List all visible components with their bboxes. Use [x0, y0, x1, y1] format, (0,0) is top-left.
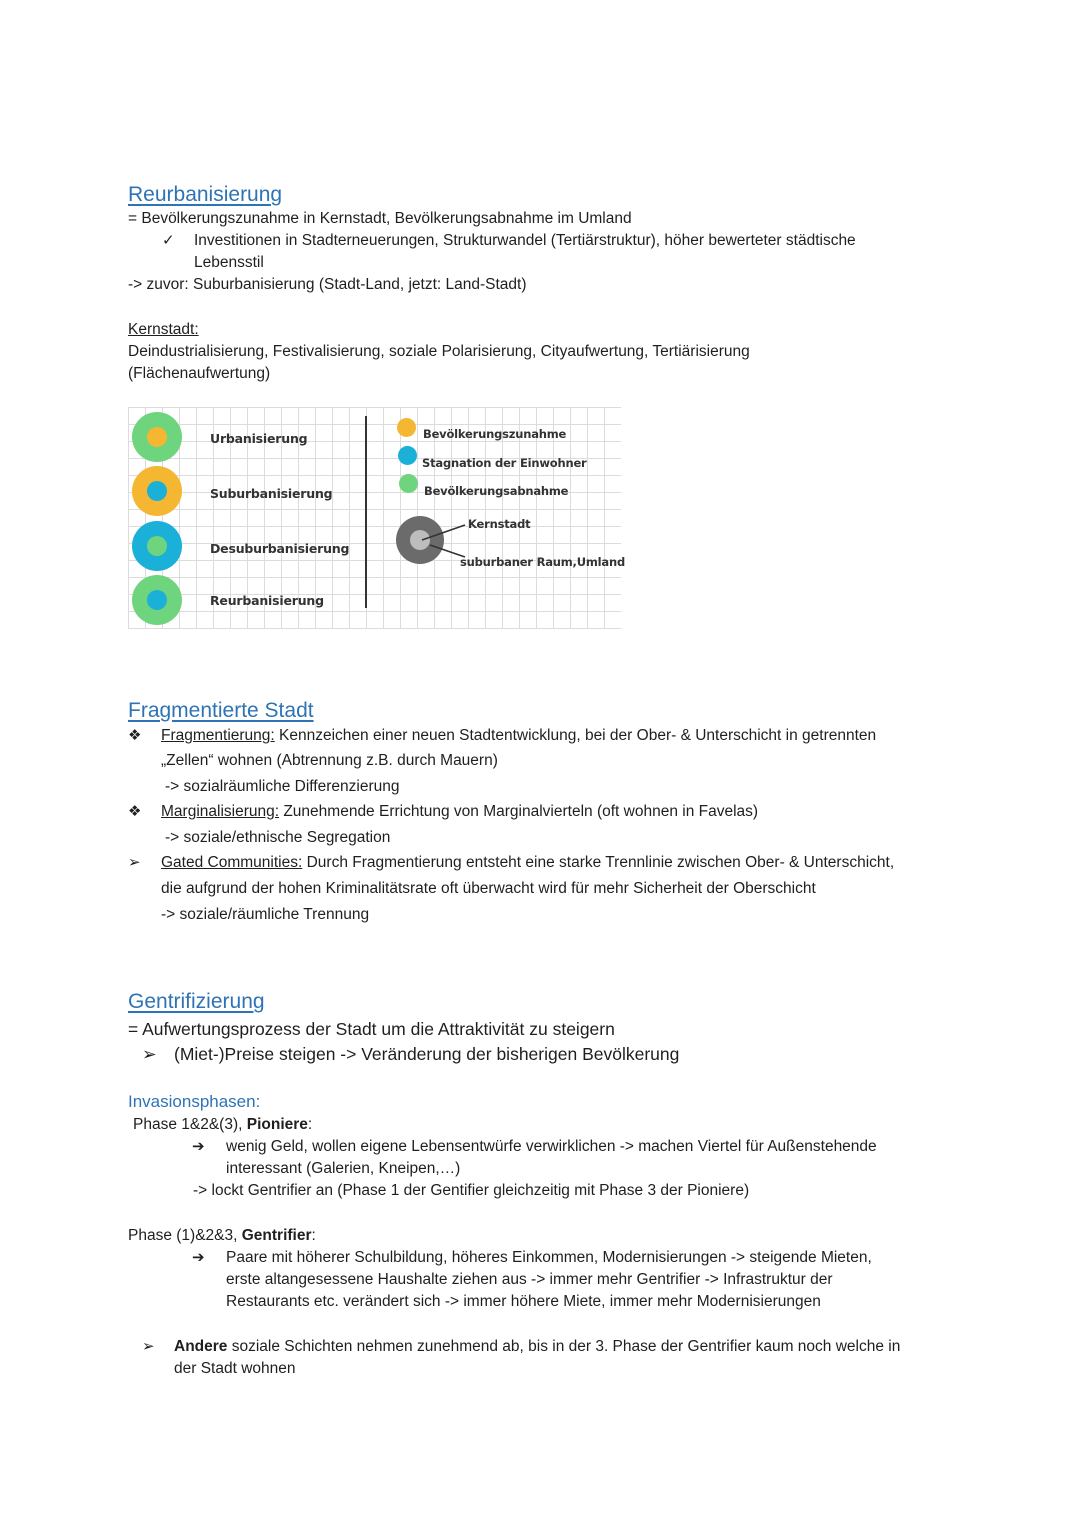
kernstadt-line2: (Flächenaufwertung): [128, 365, 271, 382]
reurb-definition: = Bevölkerungszunahme in Kernstadt, Bevölkerungsabnahme im Umland: [128, 210, 632, 227]
arrow-bullet-icon: ➢: [142, 1338, 155, 1355]
phase-b-prefix: Phase (1)&2&3,: [128, 1227, 242, 1244]
diagram-label-reurbanisierung: Reurbanisierung: [210, 593, 324, 608]
reurb-check-line2: Lebensstil: [194, 254, 264, 271]
diagram-divider: [365, 416, 367, 608]
frag-item2-text: Zunehmende Errichtung von Marginalvierteln (oft wohnen in Favelas): [279, 803, 759, 820]
frag-item-fragmentierung: [161, 725, 876, 747]
frag-item-marginalisierung: [161, 801, 758, 823]
phase-a-prefix: Phase 1&2&(3),: [133, 1116, 247, 1133]
blue-dot-icon: [147, 590, 167, 610]
arrow-bullet-icon: ➢: [142, 1044, 157, 1064]
pioniere-line2: interessant (Galerien, Kneipen,…): [226, 1160, 461, 1177]
label-umland: suburbaner Raum,Umland: [460, 555, 625, 569]
arrow-bullet-icon: ➢: [128, 854, 141, 871]
frag-item3-text: Durch Fragmentierung entsteht eine starke Trennlinie zwischen Ober- & Unterschicht,: [302, 854, 895, 871]
invasionsphasen-title: Invasionsphasen:: [128, 1092, 261, 1111]
phase-a-bold: Pioniere: [246, 1116, 308, 1133]
phase-a-suffix: :: [307, 1116, 313, 1133]
final-line1: [174, 1336, 900, 1358]
section-title-reurbanisierung: Reurbanisierung: [128, 183, 283, 206]
legend-stagnation: Stagnation der Einwohner: [422, 456, 587, 470]
gentri-definition: = Aufwertungsprozess der Stadt um die Attraktivität zu steigern: [128, 1019, 615, 1039]
blue-dot-icon: [398, 446, 417, 465]
term-gated-communities: Gated Communities:: [161, 854, 303, 871]
phase-b-suffix: :: [311, 1227, 316, 1244]
frag-item1-line3: -> sozialräumliche Differenzierung: [165, 778, 400, 795]
frag-item-gated: [161, 852, 894, 874]
green-dot-icon: [399, 474, 418, 493]
gentrifier-line3: Restaurants etc. verändert sich -> immer höhere Miete, immer mehr Modernisierungen: [226, 1293, 821, 1310]
term-marginalisierung: Marginalisierung:: [161, 803, 280, 820]
diamond-bullet-icon: ❖: [128, 727, 142, 744]
gentrifier-line1: Paare mit höherer Schulbildung, höheres Einkommen, Modernisierungen -> steigende Mieten,: [226, 1249, 872, 1266]
final-text: soziale Schichten nehmen zunehmend ab, bis in der 3. Phase der Gentrifier kaum noch welche in: [227, 1338, 901, 1355]
frag-item3-line3: -> soziale/räumliche Trennung: [161, 906, 370, 923]
diamond-bullet-icon: ❖: [128, 803, 142, 820]
yellow-dot-icon: [397, 418, 416, 437]
section-title-fragmentierte-stadt: Fragmentierte Stadt: [128, 699, 314, 722]
phase-pioniere-heading: [133, 1114, 312, 1136]
checkmark-icon: ✓: [162, 232, 175, 249]
section-title-gentrifizierung: Gentrifizierung: [128, 990, 265, 1013]
bold-arrow-icon: ➔: [192, 1249, 205, 1266]
legend-bevoelkerungszunahme: Bevölkerungszunahme: [423, 427, 567, 441]
yellow-dot-icon: [147, 427, 167, 447]
green-dot-icon: [147, 536, 167, 556]
diagram-label-suburbanisierung: Suburbanisierung: [210, 486, 333, 501]
blue-dot-icon: [147, 481, 167, 501]
pioniere-line3: -> lockt Gentrifier an (Phase 1 der Gentifier gleichzeitig mit Phase 3 der Pioniere): [193, 1182, 750, 1199]
bold-arrow-icon: ➔: [192, 1138, 205, 1155]
kernstadt-line1: Deindustrialisierung, Festivalisierung, soziale Polarisierung, Cityaufwertung, Tertiärisierung: [128, 343, 750, 360]
pioniere-line1: wenig Geld, wollen eigene Lebensentwürfe verwirklichen -> machen Viertel für Außenstehende: [226, 1138, 877, 1155]
legend-bevoelkerungsabnahme: Bevölkerungsabnahme: [424, 484, 569, 498]
frag-item3-line2: die aufgrund der hohen Kriminalitätsrate oft überwacht wird für mehr Sicherheit der Oberschicht: [161, 880, 816, 897]
frag-item1-text: Kennzeichen einer neuen Stadtentwicklung, bei der Ober- & Unterschicht in getrennten: [274, 727, 877, 744]
phase-b-bold: Gentrifier: [241, 1227, 312, 1244]
reurb-check-line1: Investitionen in Stadterneuerungen, Strukturwandel (Tertiärstruktur), höher bewerteter städtische: [194, 232, 856, 249]
final-line2: der Stadt wohnen: [174, 1360, 296, 1377]
final-bold: Andere: [174, 1338, 228, 1355]
gentrifier-line2: erste altangesessene Haushalte ziehen aus -> immer mehr Gentrifier -> Infrastruktur der: [226, 1271, 833, 1288]
term-fragmentierung: Fragmentierung:: [161, 727, 275, 744]
phase-gentrifier-heading: [128, 1225, 316, 1247]
kernstadt-label: Kernstadt:: [128, 321, 199, 338]
reurb-prior: -> zuvor: Suburbanisierung (Stadt-Land, jetzt: Land-Stadt): [128, 276, 527, 293]
frag-item1-line2: „Zellen“ wohnen (Abtrennung z.B. durch Mauern): [161, 752, 498, 769]
label-kernstadt: Kernstadt: [468, 517, 531, 531]
frag-item2-line2: -> soziale/ethnische Segregation: [165, 829, 391, 846]
diagram-label-urbanisierung: Urbanisierung: [210, 431, 308, 446]
gentri-arrow1: (Miet-)Preise steigen -> Veränderung der bisherigen Bevölkerung: [174, 1044, 680, 1064]
diagram-label-desuburbanisierung: Desuburbanisierung: [210, 541, 350, 556]
